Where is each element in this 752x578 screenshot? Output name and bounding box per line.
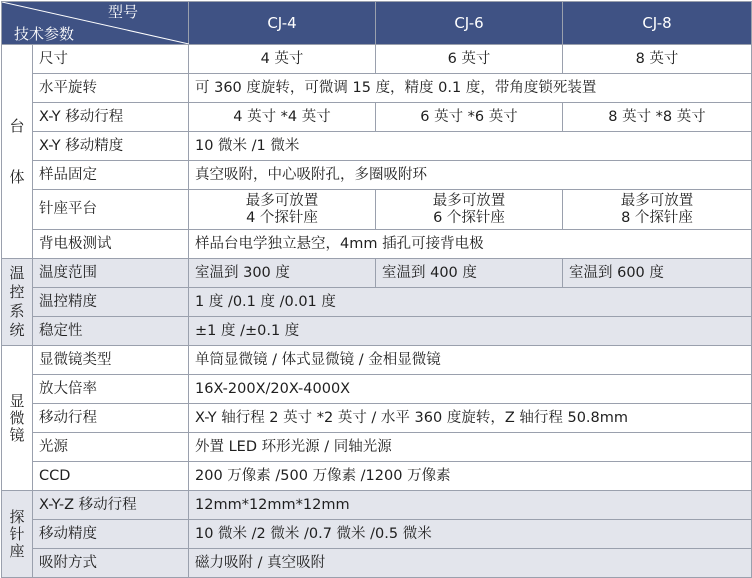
row-label: 稳定性 xyxy=(33,317,189,346)
row-label: 背电极测试 xyxy=(33,230,189,259)
cell-value: 1 度 /0.1 度 /0.01 度 xyxy=(189,288,752,317)
cell-line: 最多可放置 xyxy=(432,192,506,209)
cell-value: 10 微米 /2 微米 /0.7 微米 /0.5 微米 xyxy=(189,520,752,549)
row-move-precision xyxy=(2,520,752,549)
cell-value: 磁力吸附 / 真空吸附 xyxy=(189,549,752,578)
group-microscope-char: 镜 xyxy=(9,425,25,444)
row-label: 移动精度 xyxy=(33,520,189,549)
row-adsorption xyxy=(2,549,752,578)
row-sample-fix xyxy=(2,161,752,190)
row-stability xyxy=(2,317,752,346)
row-temp-precision xyxy=(2,288,752,317)
cell-value: 样品台电学独立悬空，4mm 插孔可接背电极 xyxy=(189,230,752,259)
cell-value: 室温到 300 度 xyxy=(189,259,376,288)
row-rotation xyxy=(2,74,752,103)
cell-value: 单筒显微镜 / 体式显微镜 / 金相显微镜 xyxy=(189,346,752,375)
group-temp xyxy=(2,259,33,346)
cell-line: 6 个探针座 xyxy=(433,209,505,226)
row-ccd xyxy=(2,462,752,491)
cell-value: 4 英寸 *4 英寸 xyxy=(189,103,376,132)
group-temp-char: 统 xyxy=(9,321,25,339)
header-row xyxy=(2,2,752,45)
group-platform-char-2: 体 xyxy=(9,167,25,186)
group-probe-char: 针 xyxy=(9,524,25,543)
row-label: X-Y 移动行程 xyxy=(33,103,189,132)
cell-value xyxy=(189,190,376,230)
group-microscope-char: 微 xyxy=(9,408,25,427)
row-label: 温度范围 xyxy=(33,259,189,288)
cell-value: 6 英寸 *6 英寸 xyxy=(376,103,563,132)
cell-value: 4 英寸 xyxy=(189,45,376,74)
cell-value xyxy=(563,190,752,230)
cell-value: 8 英寸 *8 英寸 xyxy=(563,103,752,132)
cell-line: 最多可放置 xyxy=(245,192,319,209)
row-needle-platform xyxy=(2,190,752,230)
cell-value: 16X-200X/20X-4000X xyxy=(189,375,752,404)
row-label: 温控精度 xyxy=(33,288,189,317)
row-label: 尺寸 xyxy=(33,45,189,74)
row-xy-precision xyxy=(2,132,752,161)
header-corner-cell xyxy=(2,2,189,45)
cell-value: 200 万像素 /500 万像素 /1200 万像素 xyxy=(189,462,752,491)
row-light xyxy=(2,433,752,462)
cell-value: 12mm*12mm*12mm xyxy=(189,491,752,520)
spec-table xyxy=(1,1,752,578)
row-label: 吸附方式 xyxy=(33,549,189,578)
cell-value: 10 微米 /1 微米 xyxy=(189,132,752,161)
row-label: 移动行程 xyxy=(33,404,189,433)
cell-value: X-Y 轴行程 2 英寸 *2 英寸 / 水平 360 度旋转，Z 轴行程 50.8mm xyxy=(189,404,752,433)
cell-value: 8 英寸 xyxy=(563,45,752,74)
row-back-electrode xyxy=(2,230,752,259)
cell-line: 8 个探针座 xyxy=(621,209,693,226)
cell-value: 室温到 400 度 xyxy=(376,259,563,288)
model-header-cj4: CJ-4 xyxy=(189,2,376,45)
group-temp-char: 温 xyxy=(9,264,25,282)
row-temp-range xyxy=(2,259,752,288)
group-probe xyxy=(2,491,33,578)
cell-value: 可 360 度旋转，可微调 15 度，精度 0.1 度，带角度锁死装置 xyxy=(189,74,752,103)
model-header-cj6: CJ-6 xyxy=(376,2,563,45)
row-label: 显微镜类型 xyxy=(33,346,189,375)
group-platform xyxy=(2,45,33,259)
row-size xyxy=(2,45,752,74)
row-scope-type xyxy=(2,346,752,375)
row-scope-travel xyxy=(2,404,752,433)
cell-value: 外置 LED 环形光源 / 同轴光源 xyxy=(189,433,752,462)
cell-value: 6 英寸 xyxy=(376,45,563,74)
row-label: 光源 xyxy=(33,433,189,462)
row-xy-travel xyxy=(2,103,752,132)
row-label: 针座平台 xyxy=(33,190,189,230)
cell-line: 最多可放置 xyxy=(620,192,694,209)
row-label: X-Y 移动精度 xyxy=(33,132,189,161)
params-label: 技术参数 xyxy=(14,25,75,43)
row-magnification xyxy=(2,375,752,404)
row-label: X-Y-Z 移动行程 xyxy=(33,491,189,520)
row-label: CCD xyxy=(33,462,189,491)
group-temp-char: 控 xyxy=(9,283,25,301)
group-microscope xyxy=(2,346,33,491)
model-label: 型号 xyxy=(107,3,138,21)
row-label: 放大倍率 xyxy=(33,375,189,404)
group-probe-char: 座 xyxy=(9,541,25,560)
group-probe-char: 探 xyxy=(9,507,25,526)
group-platform-char-1: 台 xyxy=(9,116,25,135)
row-label: 水平旋转 xyxy=(33,74,189,103)
row-xyz-travel xyxy=(2,491,752,520)
cell-value xyxy=(376,190,563,230)
cell-value: 室温到 600 度 xyxy=(563,259,752,288)
cell-value: ±1 度 /±0.1 度 xyxy=(189,317,752,346)
model-header-cj8: CJ-8 xyxy=(563,2,752,45)
cell-value: 真空吸附，中心吸附孔，多圈吸附环 xyxy=(189,161,752,190)
cell-line: 4 个探针座 xyxy=(246,209,318,226)
group-temp-char: 系 xyxy=(9,302,25,320)
row-label: 样品固定 xyxy=(33,161,189,190)
group-microscope-char: 显 xyxy=(9,391,25,410)
